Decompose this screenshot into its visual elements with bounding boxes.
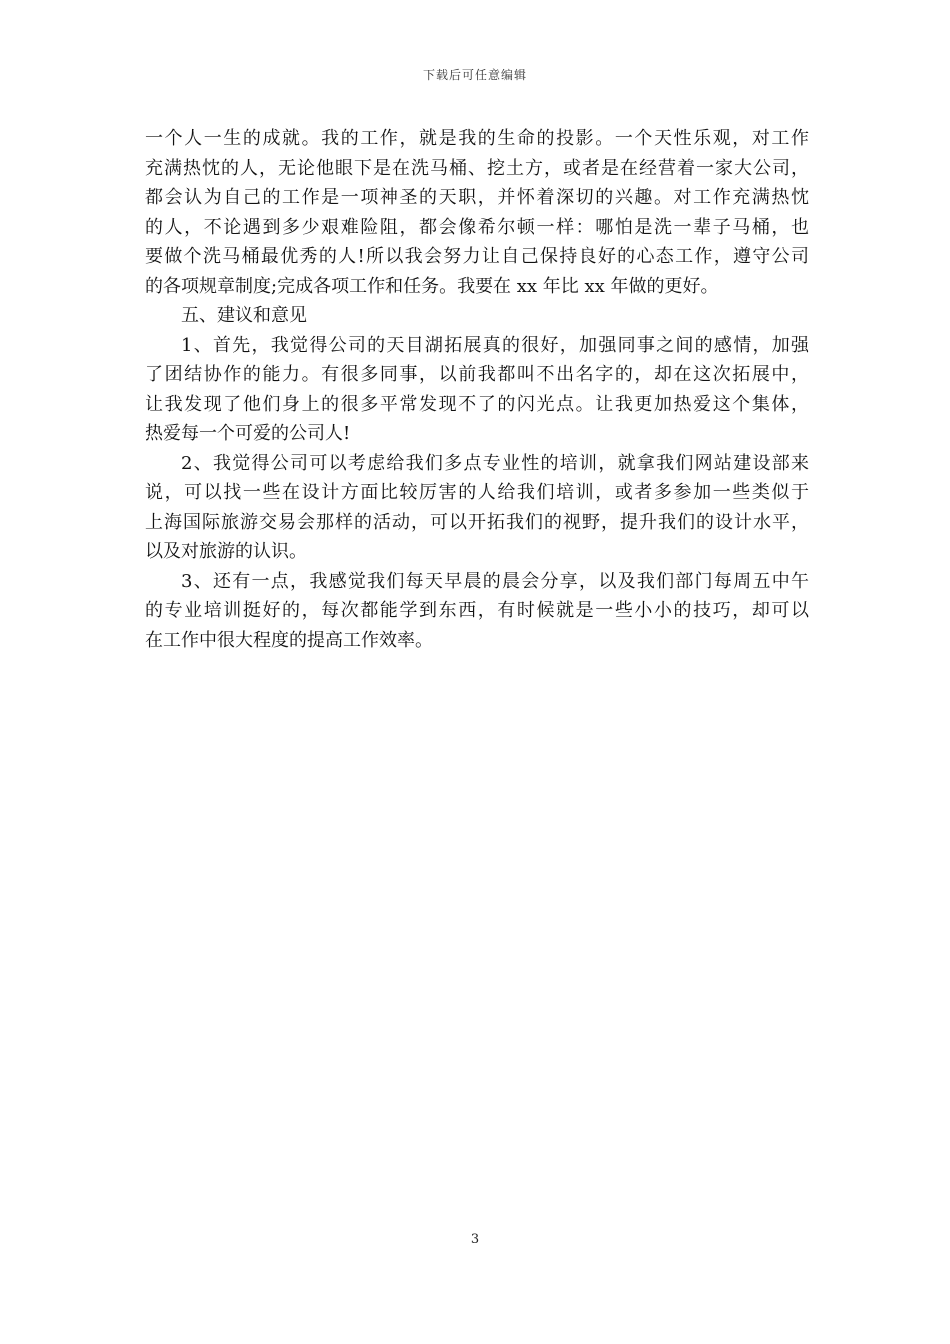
paragraph-suggestion-3: [145, 567, 809, 656]
text-line: 在工作中很大程度的提高工作效率。: [145, 629, 433, 651]
text-line: 都会认为自己的工作是一项神圣的天职，并怀着深切的兴趣。对工作充满热忱: [145, 187, 809, 208]
paragraph-1: [145, 124, 809, 301]
paragraph-suggestion-1: [145, 331, 809, 449]
page-header: [0, 66, 950, 83]
text-line: 说，可以找一些在设计方面比较厉害的人给我们培训，或者多参加一些类似于: [145, 482, 809, 503]
text-line: 1、首先，我觉得公司的天目湖拓展真的很好，加强同事之间的感情，加强: [181, 334, 809, 356]
text-line: 的各项规章制度;完成各项工作和任务。我要在 xx 年比 xx 年做的更好。: [145, 275, 719, 297]
page-number: [0, 1232, 950, 1247]
heading-text: 五、建议和意见: [181, 305, 307, 326]
text-line: 的专业培训挺好的，每次都能学到东西，有时候就是一些小小的技巧，却可以: [145, 600, 809, 621]
text-line: 的人，不论遇到多少艰难险阻，都会像希尔顿一样：哪怕是洗一辈子马桶，也: [145, 216, 809, 238]
paragraph-suggestion-2: [145, 449, 809, 567]
text-line: 以及对旅游的认识。: [145, 541, 307, 562]
text-line: 2、我觉得公司可以考虑给我们多点专业性的培训，就拿我们网站建设部来: [181, 452, 809, 474]
section-heading: [145, 301, 809, 331]
text-line: 上海国际旅游交易会那样的活动，可以开拓我们的视野，提升我们的设计水平，: [145, 511, 809, 533]
page-number-text: 3: [470, 1232, 480, 1247]
text-line: 要做个洗马桶最优秀的人!所以我会努力让自己保持良好的心态工作，遵守公司: [145, 246, 809, 267]
text-line: 充满热忱的人，无论他眼下是在洗马桶、挖土方，或者是在经营着一家大公司，: [145, 157, 809, 179]
text-line: 让我发现了他们身上的很多平常发现不了的闪光点。让我更加热爱这个集体，: [145, 393, 809, 415]
text-line: 一个人一生的成就。我的工作，就是我的生命的投影。一个天性乐观，对工作: [145, 128, 809, 149]
text-line: 热爱每一个可爱的公司人!: [145, 423, 351, 444]
text-line: 3、还有一点，我感觉我们每天早晨的晨会分享，以及我们部门每周五中午: [181, 570, 809, 592]
text-line: 了团结协作的能力。有很多同事，以前我都叫不出名字的，却在这次拓展中，: [145, 364, 809, 385]
document-body: [145, 124, 809, 655]
header-text: 下载后可任意编辑: [422, 68, 527, 82]
